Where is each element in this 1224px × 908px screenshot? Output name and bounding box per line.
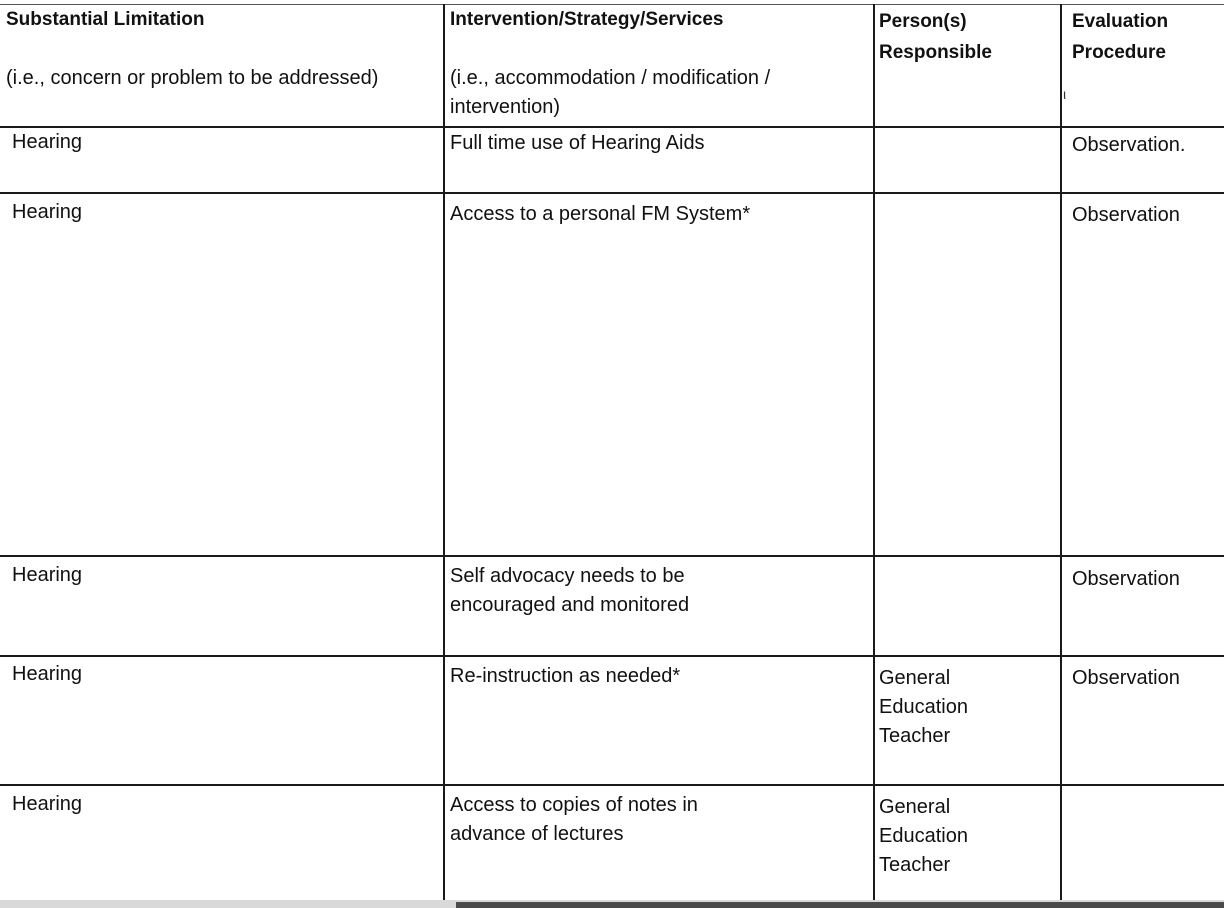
row-5-intervention-line2: advance of lectures bbox=[450, 823, 624, 845]
row-5-person-line3: Teacher bbox=[879, 854, 951, 876]
row-divider-1 bbox=[0, 192, 1224, 194]
row-3-evaluation: Observation bbox=[1072, 568, 1180, 590]
row-5-person-line2: Education bbox=[879, 825, 968, 847]
row-5-limitation: Hearing bbox=[12, 793, 83, 815]
header-evaluation-procedure-line1: Evaluation bbox=[1072, 11, 1169, 32]
row-5-person-line1: General bbox=[879, 796, 951, 818]
row-1-intervention: Full time use of Hearing Aids bbox=[450, 132, 705, 154]
row-divider-2 bbox=[0, 555, 1224, 557]
header-intervention: Intervention/Strategy/Services bbox=[450, 9, 724, 30]
row-4-person-line1: General bbox=[879, 667, 951, 689]
column-divider-1 bbox=[443, 4, 445, 900]
stray-mark: ι bbox=[1063, 86, 1067, 102]
row-divider-header bbox=[0, 126, 1224, 128]
header-intervention-subtitle-line2: intervention) bbox=[450, 96, 561, 118]
row-4-person-line2: Education bbox=[879, 696, 968, 718]
row-4-evaluation: Observation bbox=[1072, 667, 1180, 689]
row-divider-3 bbox=[0, 655, 1224, 657]
row-divider-4 bbox=[0, 784, 1224, 786]
row-4-intervention: Re-instruction as needed* bbox=[450, 665, 681, 687]
row-4-limitation: Hearing bbox=[12, 663, 83, 685]
header-evaluation-procedure-line2: Procedure bbox=[1072, 42, 1166, 63]
header-person-responsible-line2: Responsible bbox=[879, 42, 992, 63]
row-2-intervention: Access to a personal FM System* bbox=[450, 203, 751, 225]
row-3-limitation: Hearing bbox=[12, 564, 83, 586]
row-2-limitation: Hearing bbox=[12, 201, 83, 223]
row-5-intervention-line1: Access to copies of notes in bbox=[450, 794, 698, 816]
row-1-evaluation: Observation. bbox=[1072, 134, 1186, 156]
row-4-person-line3: Teacher bbox=[879, 725, 951, 747]
row-3-intervention-line2: encouraged and monitored bbox=[450, 594, 690, 616]
header-intervention-subtitle-line1: (i.e., accommodation / modification / bbox=[450, 67, 771, 89]
column-divider-2 bbox=[873, 4, 875, 900]
row-3-intervention-line1: Self advocacy needs to be bbox=[450, 565, 685, 587]
row-1-limitation: Hearing bbox=[12, 131, 83, 153]
column-divider-3 bbox=[1060, 4, 1062, 900]
header-substantial-limitation: Substantial Limitation bbox=[6, 9, 205, 30]
header-person-responsible-line1: Person(s) bbox=[879, 11, 967, 32]
row-2-evaluation: Observation bbox=[1072, 204, 1180, 226]
header-substantial-limitation-subtitle: (i.e., concern or problem to be addressed) bbox=[6, 67, 379, 89]
page-bottom-shadow bbox=[456, 902, 1224, 908]
